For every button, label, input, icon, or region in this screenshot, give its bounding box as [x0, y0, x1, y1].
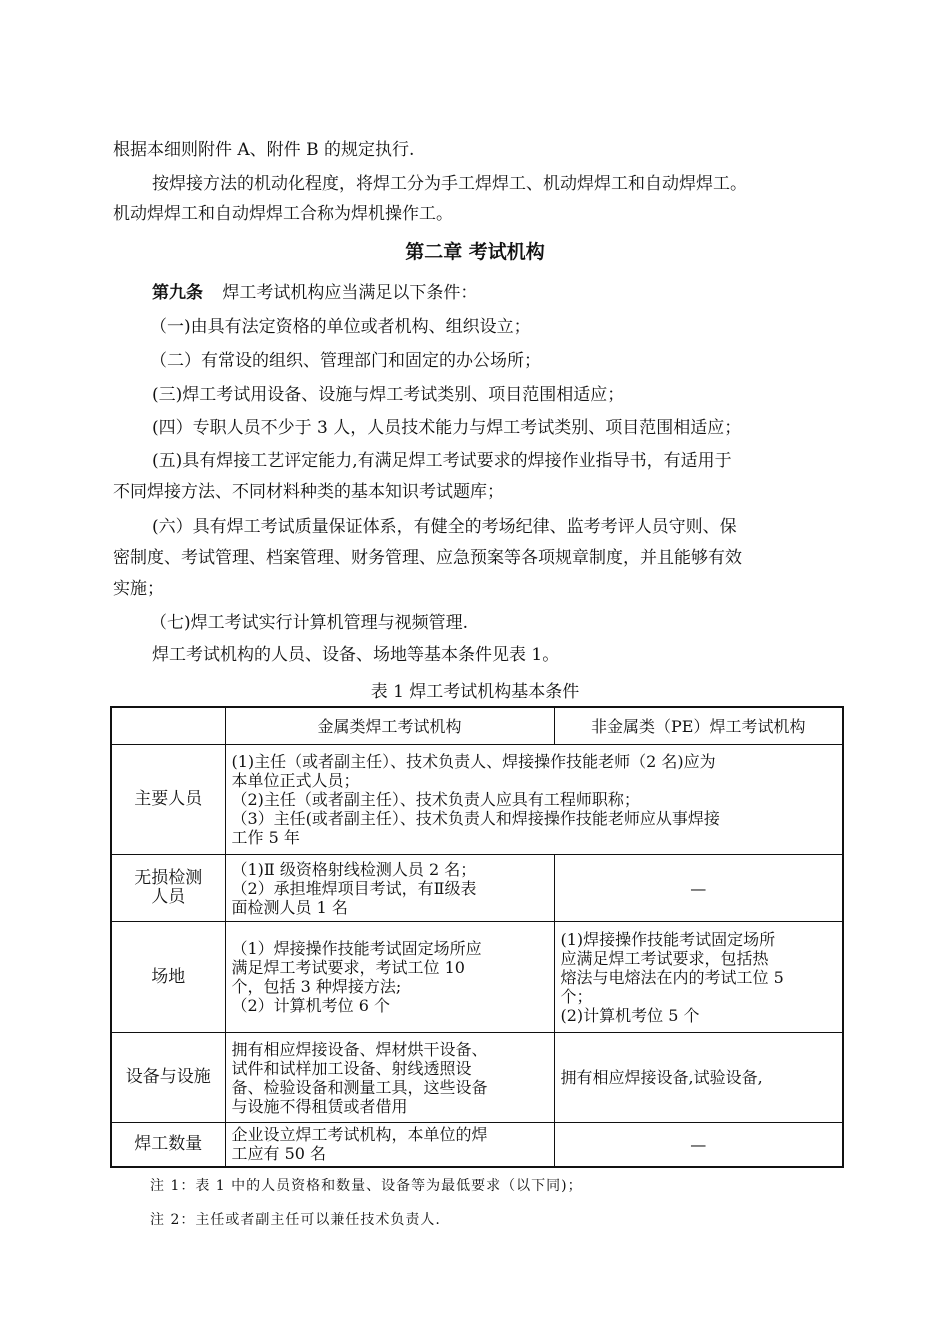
metal-cell — [225, 922, 554, 1033]
cell-line: 人员 — [151, 887, 186, 907]
paragraph-line: 按焊接方法的机动化程度，将焊工分为手工焊焊工、机动焊焊工和自动焊焊工。 — [152, 174, 747, 194]
cell-line: （3）主任(或者副主任）、技术负责人和焊接操作技能老师应从事焊接 — [231, 809, 720, 828]
article-text: 焊工考试机构应当满足以下条件： — [222, 283, 478, 303]
cell-line: 拥有相应焊接设备、焊材烘干设备、 — [231, 1039, 488, 1059]
condition-item: （二）有常设的组织、管理部门和固定的办公场所； — [150, 351, 541, 371]
row-label — [111, 855, 225, 922]
condition-item: 不同焊接方法、不同材料种类的基本知识考试题库； — [113, 482, 504, 502]
nonmetal-cell: 拥有相应焊接设备,试验设备, — [554, 1033, 843, 1123]
cell-line: （2)主任（或者副主任）、技术负责人应具有工程师职称； — [231, 790, 640, 809]
header-cell: 金属类焊工考试机构 — [225, 707, 554, 745]
cell-line: 与设施不得租赁或者借用 — [231, 1096, 408, 1116]
cell-line: 备、检验设备和测量工具，这些设备 — [231, 1077, 488, 1097]
nonmetal-cell: — — [554, 855, 843, 922]
cell-line: 应满足焊工考试要求，包括热 — [560, 948, 769, 968]
metal-cell — [225, 1033, 554, 1123]
metal-cell — [225, 1123, 554, 1167]
header-cell: 非金属类（PE）焊工考试机构 — [554, 707, 843, 745]
cell-line: (1)主任（或者副主任）、技术负责人、焊接操作技能老师（2 名)应为 — [231, 752, 716, 771]
merged-cell — [225, 745, 843, 855]
paragraph-line: 焊工考试机构的人员、设备、场地等基本条件见表 1。 — [152, 645, 560, 665]
cell-line: (1)焊接操作技能考试固定场所 — [560, 929, 776, 949]
cell-line: （1)Ⅱ 级资格射线检测人员 2 名； — [231, 859, 477, 879]
condition-item: 密制度、考试管理、档案管理、财务管理、应急预案等各项规章制度，并且能够有效 — [113, 548, 742, 568]
cell-line: 试件和试样加工设备、射线透照设 — [231, 1058, 472, 1078]
table-row — [111, 922, 843, 1033]
conditions-table — [110, 706, 844, 1168]
cell-line: 企业设立焊工考试机构，本单位的焊 — [231, 1125, 488, 1145]
table-note: 注 1：表 1 中的人员资格和数量、设备等为最低要求（以下同)； — [150, 1178, 583, 1194]
condition-item: （一)由具有法定资格的单位或者机构、组织设立； — [150, 317, 531, 337]
table-caption: 表 1 焊工考试机构基本条件 — [370, 682, 580, 702]
nonmetal-cell — [554, 922, 843, 1033]
cell-line: 无损检测 — [134, 868, 203, 888]
cell-line: （2）计算机考位 6 个 — [231, 996, 391, 1015]
cell-line: 个，包括 3 种焊接方法; — [231, 977, 402, 996]
cell-line: （2）承担堆焊项目考试，有Ⅱ级表 — [231, 878, 477, 898]
paragraph-line: 根据本细则附件 A、附件 B 的规定执行. — [113, 140, 415, 160]
article-heading — [152, 282, 842, 304]
cell-line: （1）焊接操作技能考试固定场所应 — [231, 939, 482, 958]
cell-line: 面检测人员 1 名 — [231, 897, 348, 917]
cell-line: 熔法与电熔法在内的考试工位 5 — [560, 967, 784, 987]
chapter-title: 第二章 考试机构 — [405, 241, 545, 263]
condition-item: 实施； — [113, 579, 164, 599]
paragraph-line: 机动焊焊工和自动焊焊工合称为焊机操作工。 — [113, 204, 453, 224]
row-label: 设备与设施 — [111, 1033, 225, 1123]
table-row — [111, 1033, 843, 1123]
condition-item: (六）具有焊工考试质量保证体系，有健全的考场纪律、监考考评人员守则、保 — [152, 517, 737, 537]
cell-line: 满足焊工考试要求，考试工位 10 — [231, 958, 465, 977]
metal-cell — [225, 855, 554, 922]
table-note: 注 2：主任或者副主任可以兼任技术负责人. — [150, 1212, 441, 1228]
cell-line: (2)计算机考位 5 个 — [560, 1005, 700, 1025]
condition-item: (五)具有焊接工艺评定能力,有满足焊工考试要求的焊接作业指导书，有适用于 — [152, 451, 732, 471]
nonmetal-cell: — — [554, 1123, 843, 1167]
row-label: 场地 — [111, 922, 225, 1033]
cell-line: 工应有 50 名 — [231, 1144, 327, 1164]
condition-item: (四）专职人员不少于 3 人，人员技术能力与焊工考试类别、项目范围相适应； — [152, 418, 742, 438]
cell-line: 个； — [560, 986, 593, 1006]
header-cell — [111, 707, 225, 745]
article-label: 第九条 — [152, 283, 203, 303]
condition-item: (三)焊工考试用设备、设施与焊工考试类别、项目范围相适应； — [152, 385, 625, 405]
row-label: 主要人员 — [111, 745, 225, 855]
cell-line: 本单位正式人员； — [231, 771, 360, 790]
condition-item: （七)焊工考试实行计算机管理与视频管理. — [150, 613, 469, 633]
row-label: 焊工数量 — [111, 1123, 225, 1167]
table-row — [111, 745, 843, 855]
table-header-row — [111, 707, 843, 745]
table-row — [111, 855, 843, 922]
cell-line: 工作 5 年 — [231, 828, 300, 847]
table-row — [111, 1123, 843, 1167]
